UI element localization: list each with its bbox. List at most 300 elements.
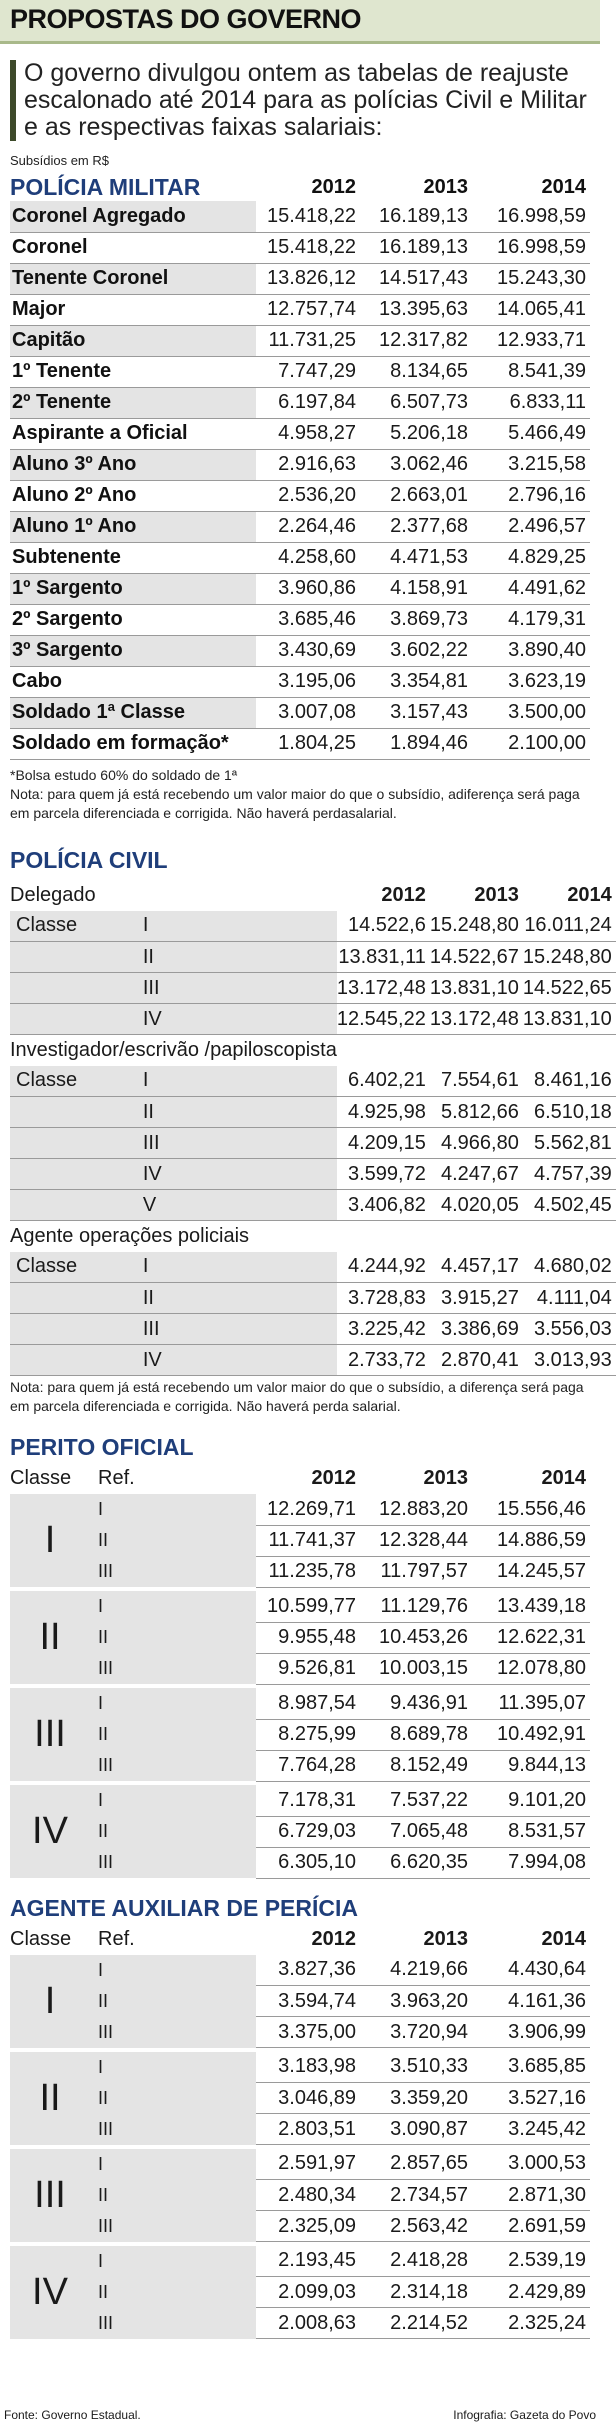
militar-note: Nota: para quem já está recebendo um valor maior do que o subsídio, adiferença será paga em parcela diferenciada e corrigida. Não haverá perdasalarial. [10,785,580,821]
salary-value: 14.886,59 [472,1525,590,1556]
salary-value: 2.916,63 [256,449,360,480]
table-row [10,911,616,942]
salary-value: 4.020,05 [430,1190,523,1221]
table-row [10,2277,590,2308]
salary-value: 5.812,66 [430,1097,523,1128]
class-numeral: II [10,1591,90,1684]
salary-value: 14.522,67 [430,942,523,973]
ref-level: I [90,2149,256,2180]
salary-value: 13.172,48 [337,973,430,1004]
page-title: PROPOSTAS DO GOVERNO [10,4,362,34]
salary-value: 4.209,15 [337,1128,430,1159]
salary-value: 12.078,80 [472,1653,590,1684]
ref-level: III [90,1653,256,1684]
ref-level: II [90,1986,256,2017]
salary-value: 3.375,00 [256,2017,360,2048]
salary-value: 4.925,98 [337,1097,430,1128]
table-row [10,635,590,666]
rank-label: Coronel [10,232,256,263]
table-row [10,294,590,325]
salary-value: 6.620,35 [360,1847,472,1878]
year-header: 2013 [423,1927,468,1950]
salary-value: 2.734,57 [360,2180,472,2211]
salary-value: 4.502,45 [523,1190,616,1221]
ref-level: III [90,1750,256,1781]
table-row [10,1525,590,1556]
salary-value: 3.869,73 [360,604,472,635]
salary-value: 4.829,25 [472,542,590,573]
table-row [10,1847,590,1878]
salary-value: 9.844,13 [472,1750,590,1781]
salary-value: 6.510,18 [523,1097,616,1128]
salary-value: 3.906,99 [472,2017,590,2048]
salary-value: 12.883,20 [360,1494,472,1525]
salary-value: 8.461,16 [523,1066,616,1097]
ref-column-header: Ref. [98,1927,135,1950]
salary-value: 14.517,43 [360,263,472,294]
group-name: Delegado [10,883,96,906]
footer [0,2408,600,2422]
class-level: I [143,1066,337,1097]
table-row [10,1190,616,1221]
ref-level: II [90,2180,256,2211]
salary-value: 13.826,12 [256,263,360,294]
table-row [10,1816,590,1847]
salary-value: 15.248,80 [523,942,616,973]
class-label: Classe [10,1252,143,1283]
table-row [10,542,590,573]
table-row [10,1653,590,1684]
table-row [10,1097,616,1128]
table-row [10,201,590,232]
class-numeral: IV [10,2246,90,2339]
salary-value: 12.933,71 [472,325,590,356]
table-row [10,325,590,356]
year-header: 2013 [423,1467,468,1489]
salary-value: 8.275,99 [256,1719,360,1750]
table-row [10,2246,590,2277]
salary-value: 2.377,68 [360,511,472,542]
salary-value: 3.007,08 [256,697,360,728]
salary-value: 8.152,49 [360,1750,472,1781]
class-level: III [143,1128,337,1159]
ref-level: II [90,2277,256,2308]
class-label: Classe [10,1066,143,1097]
salary-value: 6.305,10 [256,1847,360,1878]
ref-level: I [90,2246,256,2277]
class-label [10,1097,143,1128]
rank-label: 3º Sargento [10,635,256,666]
salary-value: 1.804,25 [256,728,360,759]
ref-level: I [90,1955,256,1986]
header-row [10,1924,590,1955]
rank-label: Cabo [10,666,256,697]
salary-value: 3.556,03 [523,1314,616,1345]
table-row [10,1314,616,1345]
lead-paragraph: O governo divulgou ontem as tabelas de reajuste escalonado até 2014 para as polícias Civil e Militar e as respectivas faixas salariais: [10,60,590,141]
class-level: V [143,1190,337,1221]
auxiliar-title: AGENTE AUXILIAR DE PERÍCIA [10,1894,359,1921]
salary-value: 15.248,80 [430,911,523,942]
table-row [10,1128,616,1159]
rank-label: Tenente Coronel [10,263,256,294]
salary-value: 16.011,24 [523,911,616,942]
militar-table [10,174,590,760]
salary-value: 11.395,07 [472,1688,590,1719]
table-row [10,604,590,635]
table-row [10,2149,590,2180]
class-level: IV [143,1345,337,1376]
salary-value: 6.507,73 [360,387,472,418]
salary-value: 3.000,53 [472,2149,590,2180]
salary-value: 15.556,46 [472,1494,590,1525]
table-row [10,2017,590,2048]
salary-value: 4.457,17 [430,1252,523,1283]
salary-value: 11.129,76 [360,1591,472,1622]
ref-column-header: Ref. [98,1467,135,1489]
year-header: 2013 [474,883,519,906]
salary-value: 4.966,80 [430,1128,523,1159]
salary-value: 2.691,59 [472,2211,590,2242]
group-name: Agente operações policiais [10,1224,250,1247]
salary-value: 3.245,42 [472,2114,590,2145]
table-row [10,480,590,511]
table-row [10,1622,590,1653]
salary-value: 9.436,91 [360,1688,472,1719]
table-row [10,1345,616,1376]
table-row [10,2211,590,2242]
table-row [10,449,590,480]
group-header-row [10,880,616,911]
salary-value: 3.960,86 [256,573,360,604]
ref-level: II [90,1816,256,1847]
table-row [10,2114,590,2145]
unit-label: Subsídios em R$ [10,153,109,168]
salary-value: 3.720,94 [360,2017,472,2048]
salary-value: 11.235,78 [256,1556,360,1587]
group-name: Investigador/escrivão /papiloscopista [10,1038,337,1061]
salary-value: 2.591,97 [256,2149,360,2180]
salary-value: 2.496,57 [472,511,590,542]
salary-value: 3.599,72 [337,1159,430,1190]
auxiliar-table [10,1924,590,2340]
salary-value: 3.500,00 [472,697,590,728]
salary-value: 13.395,63 [360,294,472,325]
ref-level: II [90,2083,256,2114]
class-numeral: III [10,2149,90,2242]
salary-value: 3.046,89 [256,2083,360,2114]
class-label [10,1004,143,1035]
group-header-row [10,1035,616,1066]
salary-value: 4.258,60 [256,542,360,573]
rank-label: Coronel Agregado [10,201,256,232]
year-header: 2012 [311,1927,356,1950]
ref-level: II [90,1622,256,1653]
salary-value: 11.741,37 [256,1525,360,1556]
salary-value: 15.418,22 [256,201,360,232]
rank-label: Aluno 3º Ano [10,449,256,480]
salary-value: 3.225,42 [337,1314,430,1345]
salary-value: 14.245,57 [472,1556,590,1587]
class-label [10,1345,143,1376]
salary-value: 6.197,84 [256,387,360,418]
salary-value: 14.522,65 [523,973,616,1004]
spacer-cell [337,1221,616,1252]
salary-value: 16.189,13 [360,232,472,263]
salary-value: 8.134,65 [360,356,472,387]
salary-value: 8.689,78 [360,1719,472,1750]
year-header: 2013 [423,176,468,198]
table-row [10,697,590,728]
militar-title: POLÍCIA MILITAR [10,174,201,200]
salary-value: 10.599,77 [256,1591,360,1622]
table-row [10,356,590,387]
salary-value: 6.729,03 [256,1816,360,1847]
rank-label: 2º Tenente [10,387,256,418]
salary-value: 3.195,06 [256,666,360,697]
salary-value: 2.536,20 [256,480,360,511]
salary-value: 4.491,62 [472,573,590,604]
class-level: II [143,1097,337,1128]
salary-value: 16.189,13 [360,201,472,232]
header-bar [0,0,600,44]
table-row [10,511,590,542]
salary-value: 4.244,92 [337,1252,430,1283]
salary-value: 4.680,02 [523,1252,616,1283]
salary-value: 6.402,21 [337,1066,430,1097]
table-row [10,418,590,449]
salary-value: 9.101,20 [472,1785,590,1816]
ref-level: III [90,2211,256,2242]
salary-value: 4.179,31 [472,604,590,635]
class-level: II [143,942,337,973]
salary-value: 3.685,46 [256,604,360,635]
table-row [10,728,590,759]
salary-value: 3.386,69 [430,1314,523,1345]
salary-value: 3.354,81 [360,666,472,697]
salary-value: 5.562,81 [523,1128,616,1159]
ref-level: III [90,2308,256,2339]
salary-value: 3.157,43 [360,697,472,728]
header-row [10,1463,590,1494]
salary-value: 4.161,36 [472,1986,590,2017]
salary-value: 1.894,46 [360,728,472,759]
class-numeral: III [10,1688,90,1781]
class-column-header: Classe [10,1467,72,1489]
salary-value: 3.963,20 [360,1986,472,2017]
salary-value: 2.663,01 [360,480,472,511]
salary-value: 15.243,30 [472,263,590,294]
spacer-cell [337,1035,616,1066]
class-level: III [143,973,337,1004]
salary-value: 13.831,10 [523,1004,616,1035]
class-numeral: IV [10,1785,90,1878]
table-row [10,387,590,418]
salary-value: 10.003,15 [360,1653,472,1684]
table-row [10,2180,590,2211]
salary-value: 13.439,18 [472,1591,590,1622]
table-row [10,2308,590,2339]
rank-label: Aluno 2º Ano [10,480,256,511]
militar-footnote: *Bolsa estudo 60% do soldado de 1ª [10,766,238,783]
class-label [10,1190,143,1221]
salary-value: 5.206,18 [360,418,472,449]
salary-value: 2.193,45 [256,2246,360,2277]
table-row [10,1750,590,1781]
salary-value: 2.539,19 [472,2246,590,2277]
year-header: 2014 [541,1467,586,1489]
table-row [10,1159,616,1190]
salary-value: 4.430,64 [472,1955,590,1986]
salary-value: 13.831,10 [430,973,523,1004]
rank-label: 2º Sargento [10,604,256,635]
ref-level: III [90,1556,256,1587]
salary-value: 3.062,46 [360,449,472,480]
salary-value: 3.527,16 [472,2083,590,2114]
salary-value: 12.622,31 [472,1622,590,1653]
class-label: Classe [10,911,143,942]
class-numeral: II [10,2052,90,2145]
class-numeral: I [10,1955,90,2048]
salary-value: 2.099,03 [256,2277,360,2308]
table-row [10,1283,616,1314]
salary-value: 9.526,81 [256,1653,360,1684]
salary-value: 7.065,48 [360,1816,472,1847]
table-row [10,1688,590,1719]
salary-value: 3.827,36 [256,1955,360,1986]
salary-value: 7.178,31 [256,1785,360,1816]
rank-label: Capitão [10,325,256,356]
salary-value: 13.831,11 [337,942,430,973]
salary-value: 12.269,71 [256,1494,360,1525]
class-numeral: I [10,1494,90,1587]
salary-value: 3.623,19 [472,666,590,697]
table-row [10,1719,590,1750]
salary-value: 8.541,39 [472,356,590,387]
salary-value: 6.833,11 [472,387,590,418]
class-level: II [143,1283,337,1314]
class-label [10,1159,143,1190]
class-level: IV [143,1159,337,1190]
salary-value: 2.214,52 [360,2308,472,2339]
class-label [10,973,143,1004]
civil-title: POLÍCIA CIVIL [10,846,168,873]
rank-label: Aspirante a Oficial [10,418,256,449]
salary-value: 10.492,91 [472,1719,590,1750]
salary-value: 2.870,41 [430,1345,523,1376]
table-row [10,1004,616,1035]
ref-level: III [90,2017,256,2048]
salary-value: 3.685,85 [472,2052,590,2083]
civil-table [10,880,616,1377]
group-header-row [10,1221,616,1252]
table-row [10,1556,590,1587]
rank-label: Soldado 1ª Classe [10,697,256,728]
salary-value: 3.594,74 [256,1986,360,2017]
salary-value: 12.317,82 [360,325,472,356]
salary-value: 12.545,22 [337,1004,430,1035]
salary-value: 3.602,22 [360,635,472,666]
salary-value: 2.480,34 [256,2180,360,2211]
salary-value: 3.510,33 [360,2052,472,2083]
salary-value: 9.955,48 [256,1622,360,1653]
salary-value: 13.172,48 [430,1004,523,1035]
table-row [10,232,590,263]
salary-value: 3.215,58 [472,449,590,480]
ref-level: I [90,1494,256,1525]
class-label [10,1283,143,1314]
ref-level: I [90,1688,256,1719]
salary-value: 3.359,20 [360,2083,472,2114]
salary-value: 4.247,67 [430,1159,523,1190]
salary-value: 5.466,49 [472,418,590,449]
salary-value: 3.013,93 [523,1345,616,1376]
salary-value: 2.008,63 [256,2308,360,2339]
year-header: 2014 [541,1927,586,1950]
salary-value: 4.757,39 [523,1159,616,1190]
table-row [10,2083,590,2114]
ref-level: III [90,1847,256,1878]
table-row [10,1591,590,1622]
salary-value: 15.418,22 [256,232,360,263]
salary-value: 2.857,65 [360,2149,472,2180]
class-level: I [143,911,337,942]
salary-value: 14.522,6 [337,911,430,942]
salary-value: 2.264,46 [256,511,360,542]
salary-value: 7.747,29 [256,356,360,387]
ref-level: III [90,2114,256,2145]
rank-label: Soldado em formação* [10,728,256,759]
ref-level: II [90,1719,256,1750]
table-row [10,666,590,697]
salary-value: 8.987,54 [256,1688,360,1719]
salary-value: 2.733,72 [337,1345,430,1376]
salary-value: 12.328,44 [360,1525,472,1556]
salary-value: 2.418,28 [360,2246,472,2277]
table-row [10,1066,616,1097]
salary-value: 7.537,22 [360,1785,472,1816]
salary-value: 11.731,25 [256,325,360,356]
salary-value: 2.563,42 [360,2211,472,2242]
salary-value: 2.429,89 [472,2277,590,2308]
rank-label: Subtenente [10,542,256,573]
table-row [10,2052,590,2083]
salary-value: 8.531,57 [472,1816,590,1847]
salary-value: 4.219,66 [360,1955,472,1986]
year-header: 2012 [311,1467,356,1489]
salary-value: 7.554,61 [430,1066,523,1097]
salary-value: 16.998,59 [472,201,590,232]
table-row [10,263,590,294]
year-header: 2012 [311,176,356,198]
class-level: III [143,1314,337,1345]
salary-value: 7.764,28 [256,1750,360,1781]
table-row [10,942,616,973]
civil-note: Nota: para quem já está recebendo um valor maior do que o subsídio, a diferença será paga em parcela diferenciada e corrigida. Não haverá perda salarial. [10,1379,584,1414]
ref-level: I [90,1591,256,1622]
salary-value: 4.958,27 [256,418,360,449]
table-row [10,1785,590,1816]
table-row [10,973,616,1004]
salary-value: 3.090,87 [360,2114,472,2145]
salary-value: 2.803,51 [256,2114,360,2145]
rank-label: 1º Sargento [10,573,256,604]
credit-label: Infografia: Gazeta do Povo [453,2408,596,2422]
salary-value: 4.111,04 [523,1283,616,1314]
salary-value: 4.471,53 [360,542,472,573]
rank-label: Major [10,294,256,325]
rank-label: Aluno 1º Ano [10,511,256,542]
